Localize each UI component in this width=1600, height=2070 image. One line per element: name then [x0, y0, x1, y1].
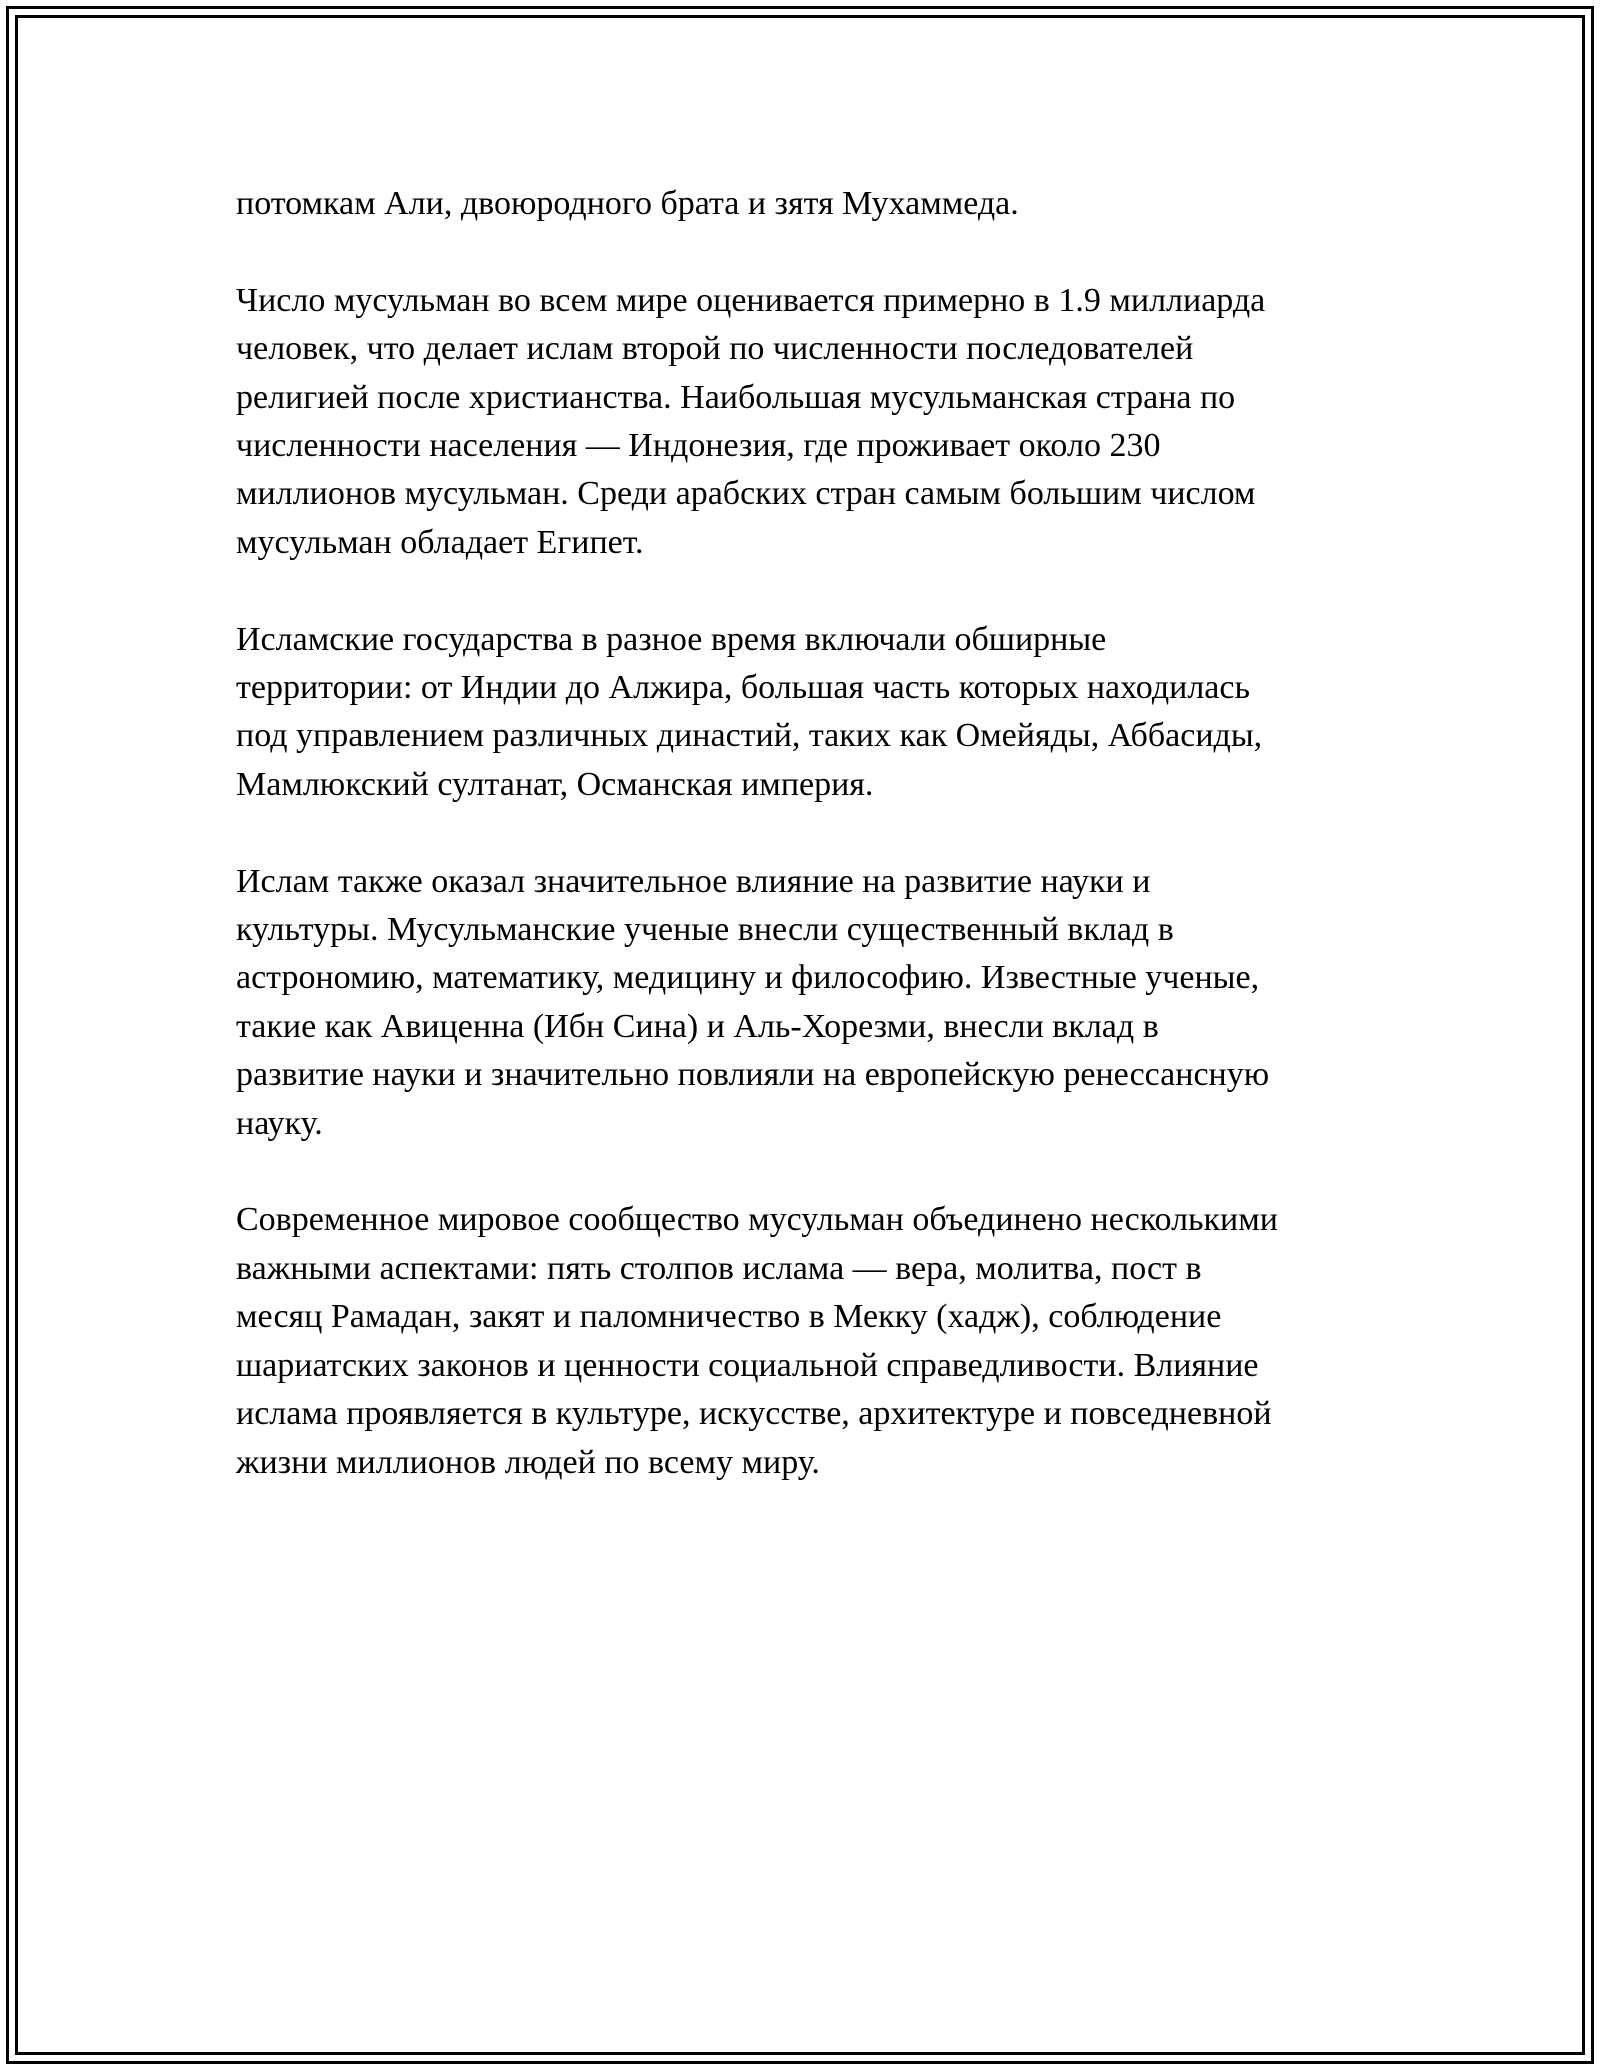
document-body: [236, 180, 1376, 1535]
paragraph-muslim-population: Число мусульман во всем мире оценивается примерно в 1.9 миллиарда человек, что делает ислам второй по численности последователей религией после христианства. Наибольшая мусульманская страна по численности населения — Индонезия, где проживает около 230 миллионов мусульман. Среди арабских стран самым большим числом мусульман обладает Египет.: [236, 281, 1266, 561]
paragraph-continuation: потомкам Али, двоюродного брата и зятя Мухаммеда.: [236, 185, 1019, 222]
paragraph-modern-community: Современное мировое сообщество мусульман объединено несколькими важными аспектами: пять столпов ислама — вера, молитва, пост в месяц Рамадан, закят и паломничество в Мекку (хадж), соблюдение шариатских законов и ценности социальной справедливости. Влияние ислама проявляется в культуре, искусстве, архитектуре и повседневной жизни миллионов людей по всему миру.: [236, 1201, 1278, 1481]
paragraph-science-culture: Ислам также оказал значительное влияние на развитие науки и культуры. Мусульманские ученые внесли существенный вклад в астрономию, математику, медицину и философию. Известные ученые, такие как Авиценна (Ибн Сина) и Аль-Хорезми, внесли вклад в развитие науки и значительно повлияли на европейскую ренессансную науку.: [236, 862, 1270, 1142]
paragraph-islamic-states: Исламские государства в разное время включали обширные территории: от Индии до Алжира, большая часть которых находилась под управлением различных династий, таких как Омейяды, Аббасиды, Мамлюкский султанат, Османская империя.: [236, 620, 1263, 803]
